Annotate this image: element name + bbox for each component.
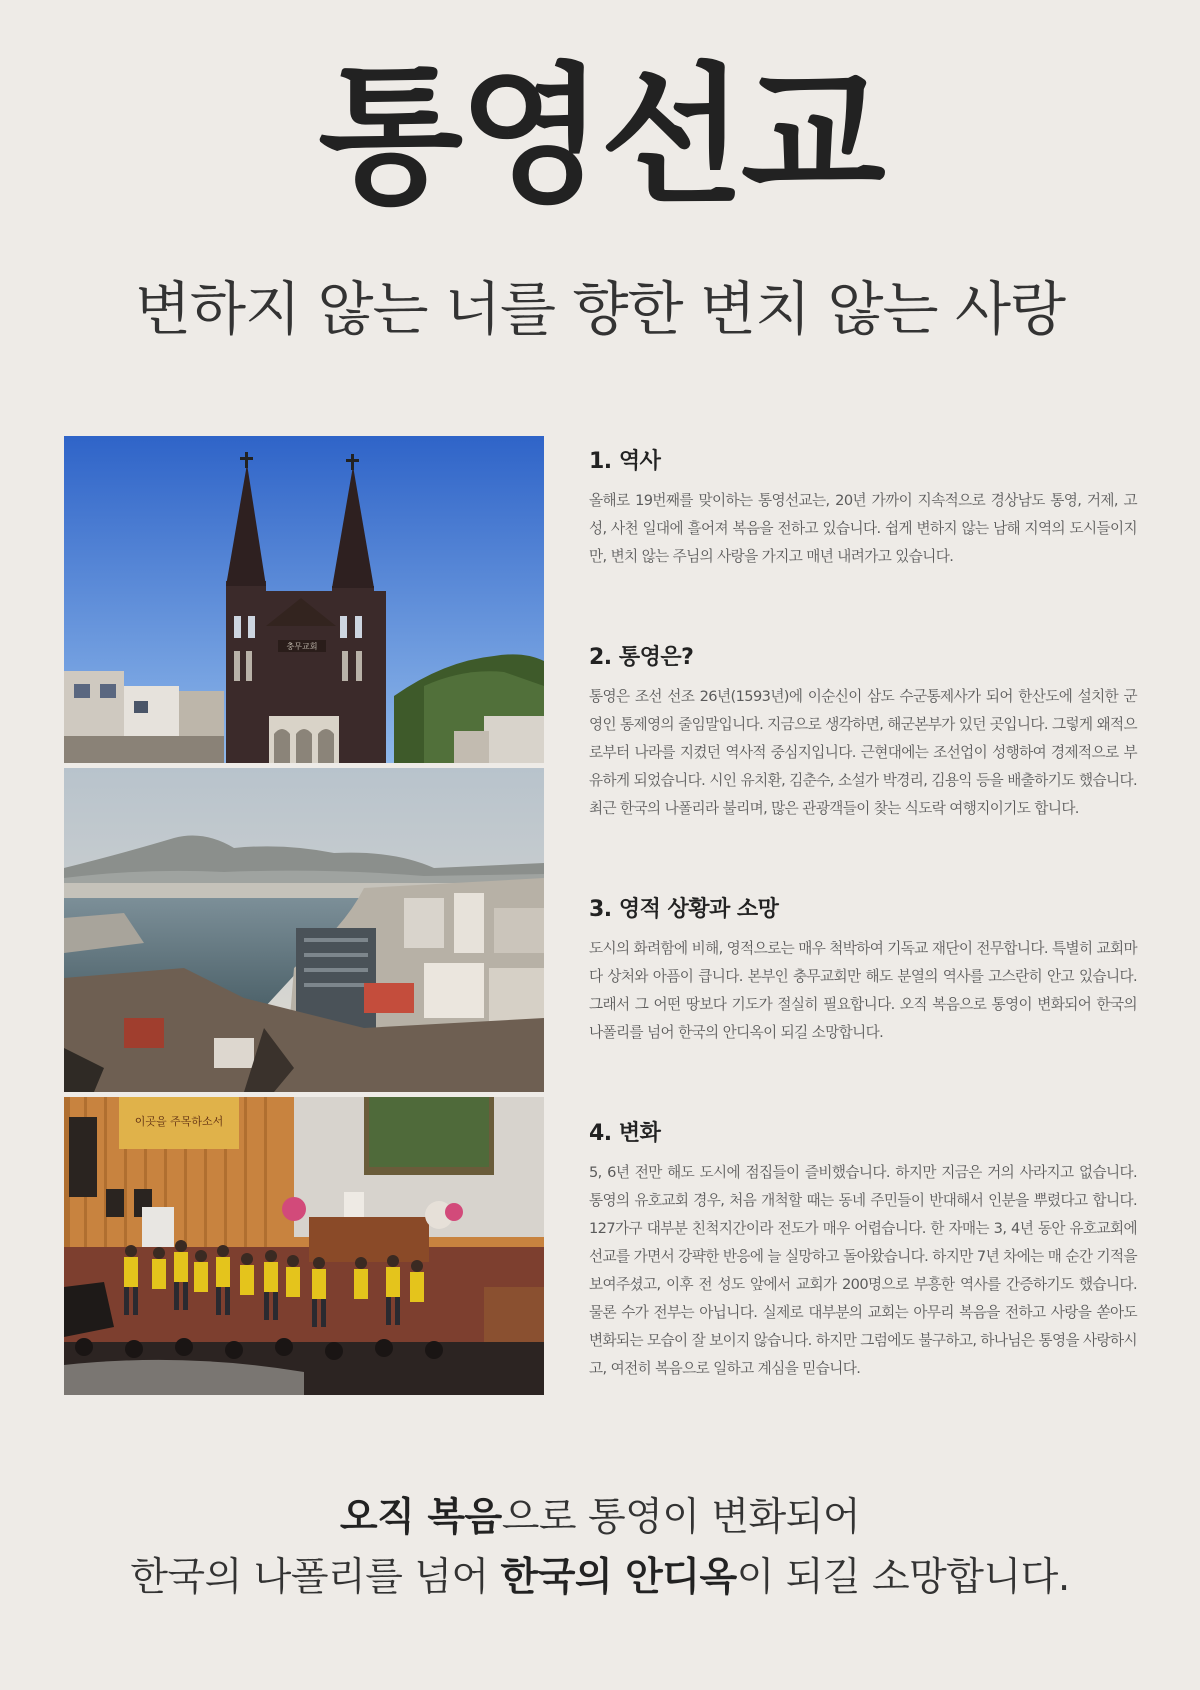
closing-line-2 bbox=[0, 1548, 1200, 1608]
section-body: 올해로 19번째를 맞이하는 통영선교는, 20년 가까이 지속적으로 경상남도 통영, 거제, 고성, 사천 일대에 흘어져 복음을 전하고 있습니다. 쉽게 변하지 않는 남해 지역의 도시들이지만, 변치 않는 주님의 사랑을 가지고 매년 내려가고 있습니다. bbox=[589, 492, 1137, 565]
section-body: 통영은 조선 선조 26년(1593년)에 이순신이 삼도 수군통제사가 되어 한산도에 설치한 군영인 통제영의 줄임말입니다. 지금으로 생각하면, 해군본부가 있던 곳입니다. 그렇게 왜적으로부터 나라를 지켰던 역사적 중심지입니다. 근현대에는 조선업이 성행하여 경제적으로 부유하게 되었습니다. 시인 유치환, 김춘수, 소설가 박경리, 김용익 등을 배출하기도 했습니다. 최근 한국의 나폴리라 불리며, 많은 관광객들이 찾는 식도락 여행지이기도 합니다. bbox=[589, 688, 1138, 817]
church-sign: 충무교회 bbox=[286, 642, 318, 651]
closing-line-1 bbox=[0, 1488, 1200, 1548]
section-body: 5, 6년 전만 해도 도시에 점집들이 즐비했습니다. 하지만 지금은 거의 사라지고 없습니다. 통영의 유호교회 경우, 처음 개척할 때는 동네 주민들이 반대해서 인분을 뿌렸다고 합니다. 127가구 대부분 친척지간이라 전도가 매우 어렵습니다. 한 자매는 3, 4년 동안 유호교회에 선교를 가면서 강퍅한 반응에 늘 실망하고 돌아왔습니다. 하지만 7년 차에는 매 순간 기적을 보여주셨고, 이후 전 성도 앞에서 교회가 200명으로 부흥한 역사를 간증하기도 했습니다. 물론 수가 전부는 아닙니다. 실제로 대부분의 교회는 아무리 복음을 전하고 사랑을 쏟아도 변화되는 모습이 잘 보이지 않습니다. 하지만 그럼에도 불구하고, 하나님은 통영을 사랑하시고, 여전히 복음으로 일하고 계심을 믿습니다. bbox=[589, 1164, 1137, 1377]
church-photo bbox=[64, 436, 544, 763]
section-change bbox=[589, 1116, 1137, 1383]
closing-text: 이 되길 소망합니다. bbox=[736, 1555, 1070, 1600]
section-history bbox=[589, 444, 1137, 571]
section-about-tongyeong bbox=[589, 640, 1137, 823]
section-heading: 2. 통영은? bbox=[589, 645, 694, 670]
closing-emphasis: 한국의 안디옥 bbox=[500, 1555, 737, 1600]
closing-text: 한국의 나폴리를 넘어 bbox=[130, 1555, 501, 1600]
worship-photo bbox=[64, 1097, 544, 1395]
harbor-photo bbox=[64, 768, 544, 1092]
closing-text: 으로 통영이 변화되어 bbox=[501, 1495, 861, 1540]
section-heading: 3. 영적 상황과 소망 bbox=[589, 897, 779, 922]
page-subtitle: 변하지 않는 너를 향한 변치 않는 사랑 bbox=[134, 275, 1066, 343]
page-title: 통영선교 bbox=[318, 50, 882, 224]
section-heading: 4. 변화 bbox=[589, 1121, 661, 1146]
closing-emphasis: 오직 복음 bbox=[339, 1495, 502, 1540]
section-spiritual-situation bbox=[589, 892, 1137, 1047]
closing-statement bbox=[0, 1488, 1200, 1608]
section-body: 도시의 화려함에 비해, 영적으로는 매우 척박하여 기독교 재단이 전무합니다. 특별히 교회마다 상처와 아픔이 큽니다. 본부인 충무교회만 해도 분열의 역사를 고스란히 안고 있습니다. 그래서 그 어떤 땅보다 기도가 절실히 필요합니다. 오직 복음으로 통영이 변화되어 한국의 나폴리를 넘어 한국의 안디옥이 되길 소망합니다. bbox=[589, 940, 1137, 1041]
section-heading: 1. 역사 bbox=[589, 449, 661, 474]
photo-column bbox=[64, 436, 544, 1400]
banner-text: 이곳을 주목하소서 bbox=[134, 1115, 224, 1128]
